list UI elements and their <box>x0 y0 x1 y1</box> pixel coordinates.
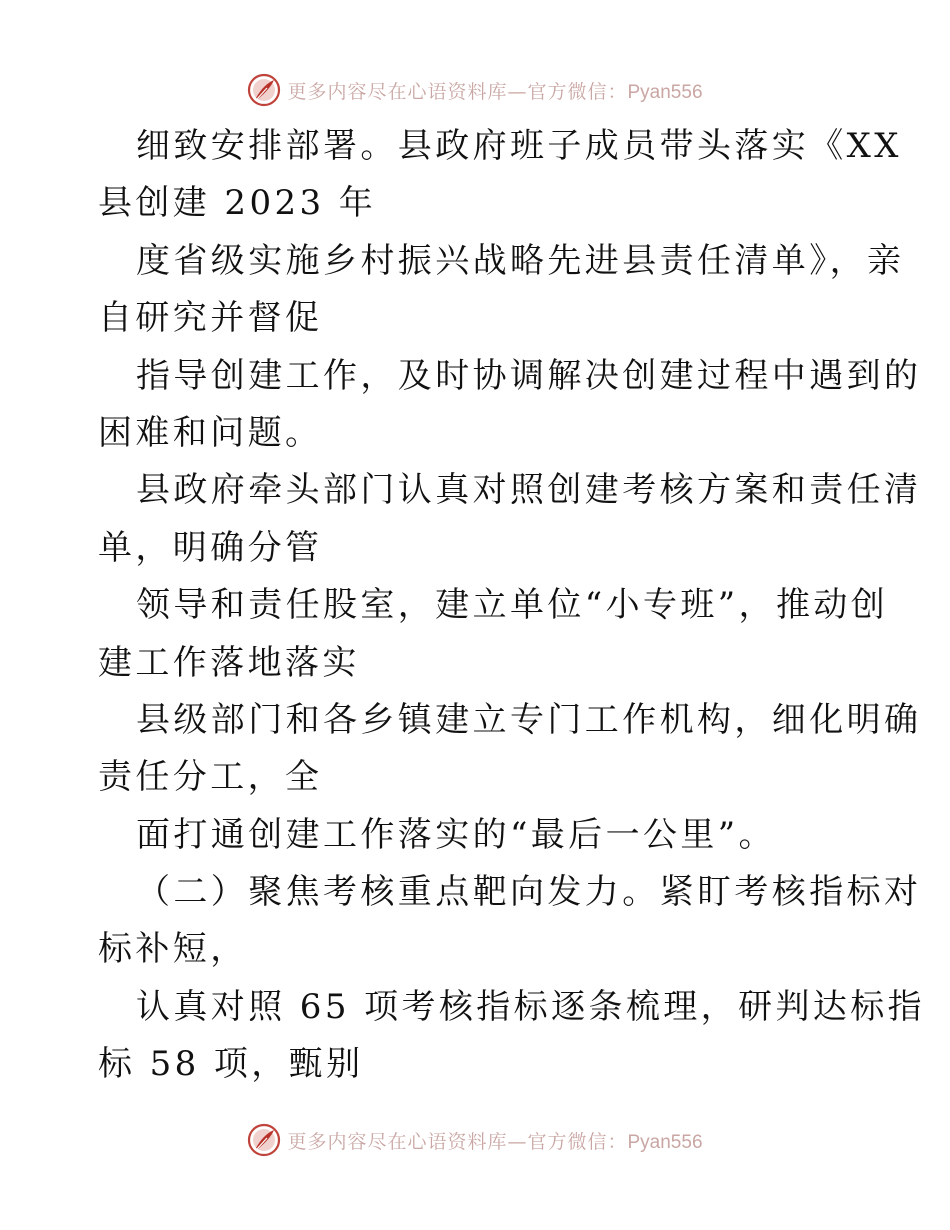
text-line: 指导创建工作，及时协调解决创建过程中遇到的 <box>136 355 922 396</box>
footer-watermark <box>0 1120 950 1160</box>
red-feather-seal-icon <box>247 73 281 107</box>
text-line: 建工作落地落实 <box>98 642 360 683</box>
text-line: （二）聚焦考核重点靶向发力。紧盯考核指标对 <box>136 872 922 913</box>
document-body <box>98 118 926 1094</box>
text-line: 责任分工，全 <box>98 757 323 798</box>
text-line: 认真对照 65 项考核指标逐条梳理，研判达标指 <box>136 986 926 1027</box>
red-feather-seal-icon <box>247 1123 281 1157</box>
text-line: 面打通创建工作落实的“最后一公里”。 <box>136 814 776 855</box>
text-line: 标补短， <box>98 929 248 970</box>
text-line: 县政府牵头部门认真对照创建考核方案和责任清 <box>136 470 922 511</box>
text-line: 县创建 2023 年 <box>98 183 377 224</box>
watermark-text: 更多内容尽在心语资料库—官方微信：Pyan556 <box>287 1130 703 1153</box>
text-line: 标 58 项，甄别 <box>98 1044 364 1085</box>
watermark-text: 更多内容尽在心语资料库—官方微信：Pyan556 <box>287 80 703 103</box>
text-line: 领导和责任股室，建立单位“小专班”，推动创 <box>136 585 889 626</box>
text-line: 县级部门和各乡镇建立专门工作机构，细化明确 <box>136 699 922 740</box>
header-watermark <box>0 70 950 110</box>
text-line: 单，明确分管 <box>98 527 323 568</box>
text-line: 困难和问题。 <box>98 412 323 453</box>
text-line: 度省级实施乡村振兴战略先进县责任清单》，亲 <box>136 240 905 281</box>
text-line: 细致安排部署。县政府班子成员带头落实《XX <box>136 126 902 166</box>
text-line: 自研究并督促 <box>98 298 323 339</box>
